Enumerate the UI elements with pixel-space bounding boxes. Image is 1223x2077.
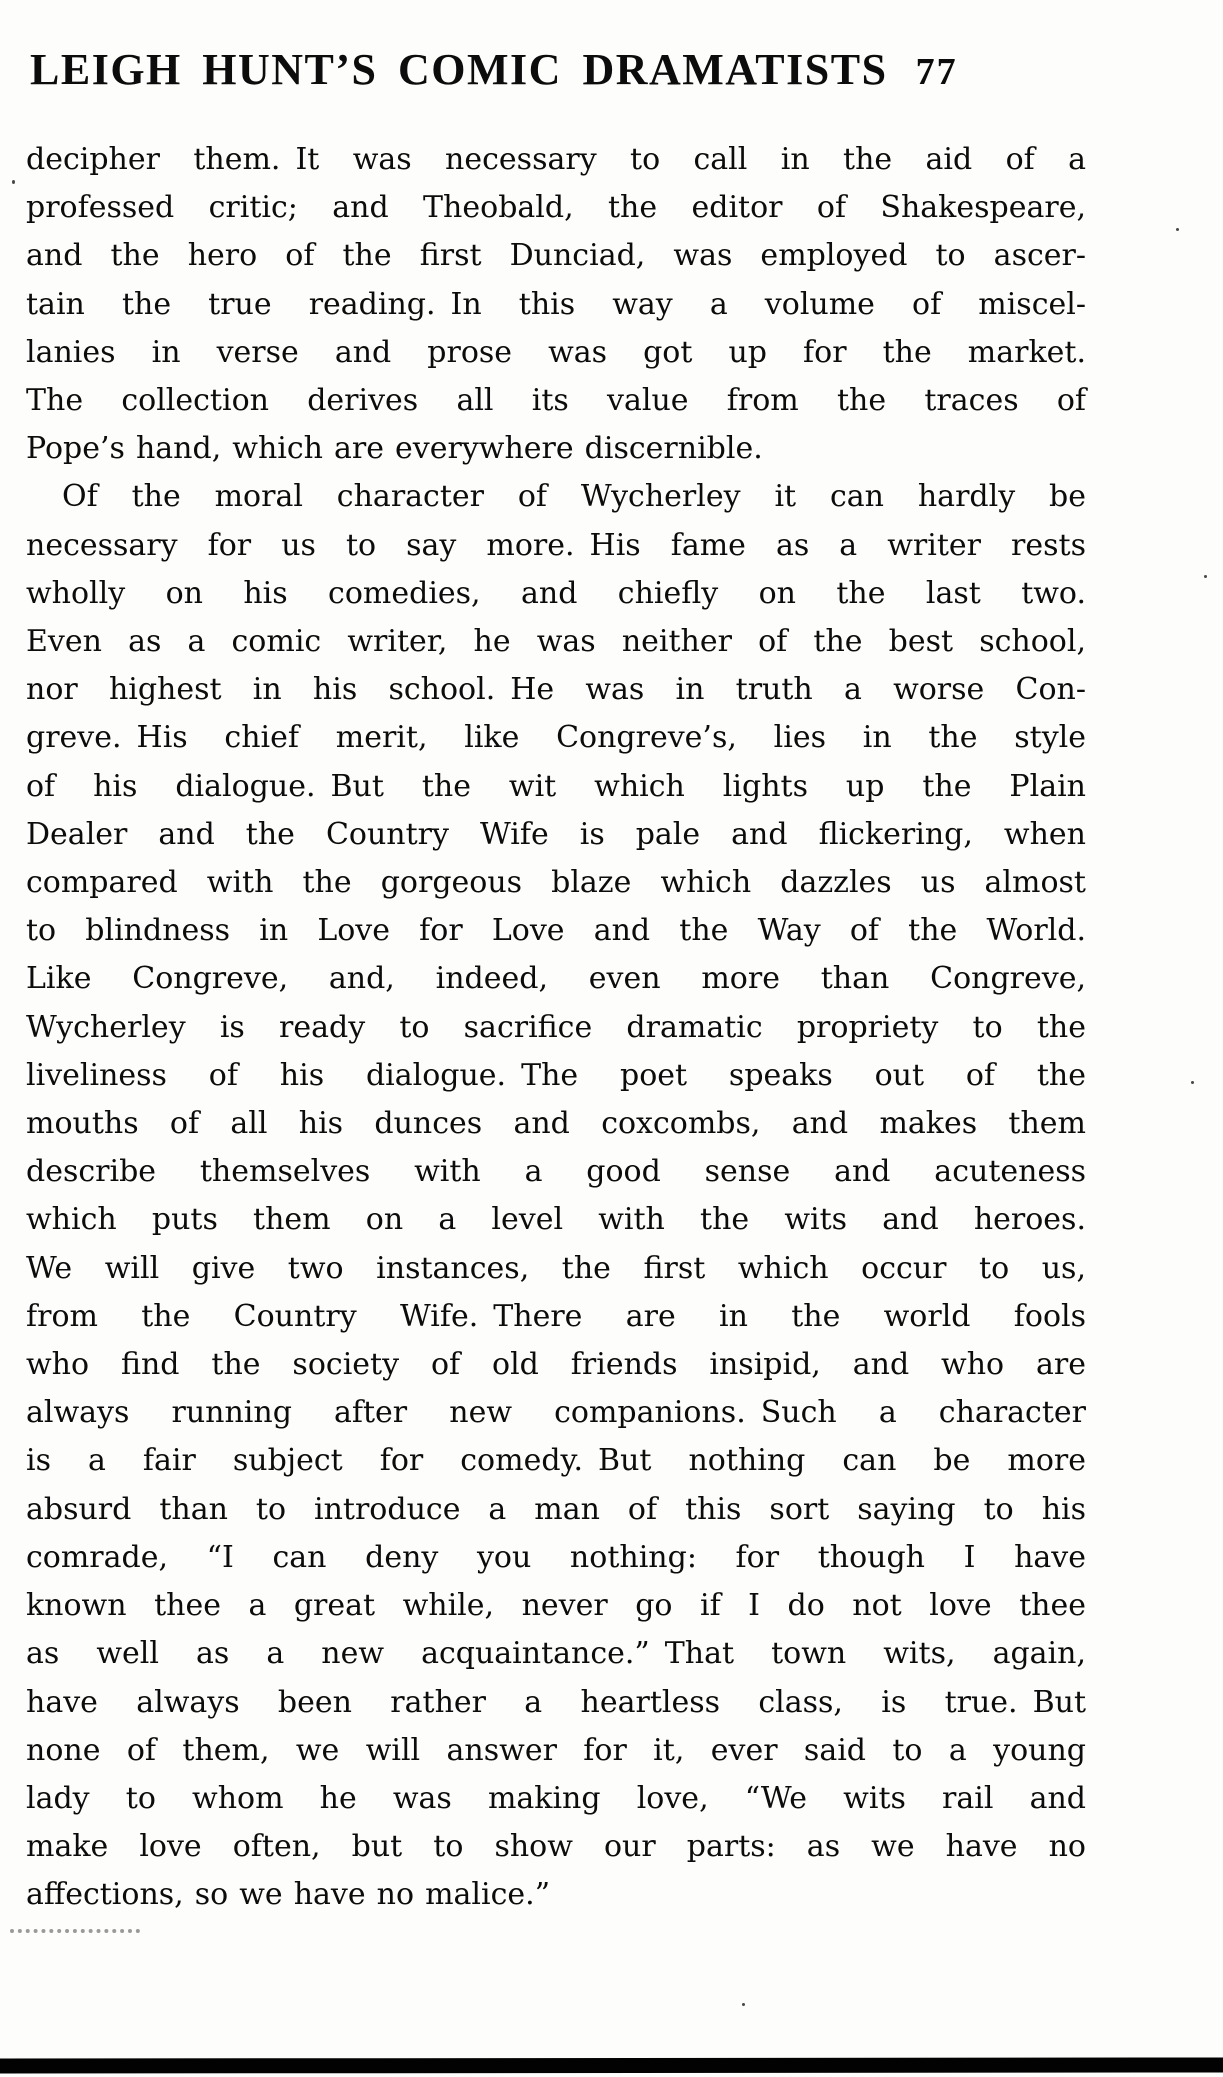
text-line: lanies in verse and prose was got up for the market. <box>26 334 1086 370</box>
text-line: who find the society of old friends insipid, and who are <box>26 1347 1086 1383</box>
text-line: tain the true reading. In this way a volume of miscel- <box>26 286 1086 322</box>
scan-speck <box>1204 575 1207 578</box>
text-line: as well as a new acquaintance.” That town wits, again, <box>26 1636 1086 1672</box>
text-line: Even as a comic writer, he was neither of the best school, <box>26 624 1086 660</box>
page-number: 77 <box>915 51 958 93</box>
text-line: of his dialogue. But the wit which lights up the Plain <box>26 768 1086 804</box>
text-line: Wycherley is ready to sacrifice dramatic propriety to the <box>26 1009 1086 1045</box>
text-line: none of them, we will answer for it, ever said to a young <box>26 1732 1086 1768</box>
text-line: absurd than to introduce a man of this sort saying to his <box>26 1491 1086 1527</box>
text-line: is a fair subject for comedy. But nothing can be more <box>26 1443 1086 1479</box>
text-line: known thee a great while, never go if I do not love thee <box>26 1588 1086 1624</box>
scan-dotted-artifact <box>10 1929 140 1933</box>
text-line: affections, so we have no malice.” <box>26 1877 551 1913</box>
text-line: which puts them on a level with the wits and heroes. <box>26 1202 1086 1238</box>
text-column <box>26 136 1086 1920</box>
text-line: comrade, “I can deny you nothing: for though I have <box>26 1539 1086 1575</box>
text-line: Pope’s hand, which are everywhere discernible. <box>26 431 763 467</box>
text-line: Dealer and the Country Wife is pale and flickering, when <box>26 816 1086 852</box>
text-line: always running after new companions. Such a character <box>26 1395 1086 1431</box>
text-line: Like Congreve, and, indeed, even more than Congreve, <box>26 961 1086 997</box>
text-line: wholly on his comedies, and chiefly on the last two. <box>26 575 1086 611</box>
text-line: decipher them. It was necessary to call in the aid of a <box>26 142 1086 177</box>
scan-speck <box>12 180 15 184</box>
text-line: have always been rather a heartless class, is true. But <box>26 1684 1086 1720</box>
scan-speck <box>1176 228 1179 231</box>
text-line: describe themselves with a good sense and acuteness <box>26 1154 1086 1190</box>
text-line: Of the moral character of Wycherley it can hardly be <box>62 479 1086 515</box>
scan-speck <box>1191 1081 1194 1084</box>
text-line: The collection derives all its value from the traces of <box>26 383 1086 419</box>
text-line: liveliness of his dialogue. The poet speaks out of the <box>26 1057 1086 1093</box>
text-line: from the Country Wife. There are in the world fools <box>26 1298 1086 1334</box>
text-line: lady to whom he was making love, “We wits rail and <box>26 1780 1086 1816</box>
text-line: necessary for us to say more. His fame as a writer rests <box>26 527 1086 563</box>
text-line: greve. His chief merit, like Congreve’s, lies in the style <box>26 720 1086 756</box>
text-line: professed critic; and Theobald, the editor of Shakespeare, <box>26 190 1086 226</box>
text-line: and the hero of the first Dunciad, was employed to ascer- <box>26 238 1086 274</box>
text-line: make love often, but to show our parts: as we have no <box>26 1829 1086 1865</box>
scan-speck <box>742 2003 745 2006</box>
text-line: mouths of all his dunces and coxcombs, and makes them <box>26 1106 1086 1142</box>
scan-edge-bar <box>0 2057 1223 2073</box>
text-line: compared with the gorgeous blaze which dazzles us almost <box>26 865 1086 901</box>
text-line: We will give two instances, the first which occur to us, <box>26 1250 1086 1286</box>
running-header-title: LEIGH HUNT’S COMIC DRAMATISTS <box>30 45 888 94</box>
running-header <box>30 44 958 95</box>
text-line: nor highest in his school. He was in truth a worse Con- <box>26 672 1086 708</box>
text-line: to blindness in Love for Love and the Way of the World. <box>26 913 1086 949</box>
